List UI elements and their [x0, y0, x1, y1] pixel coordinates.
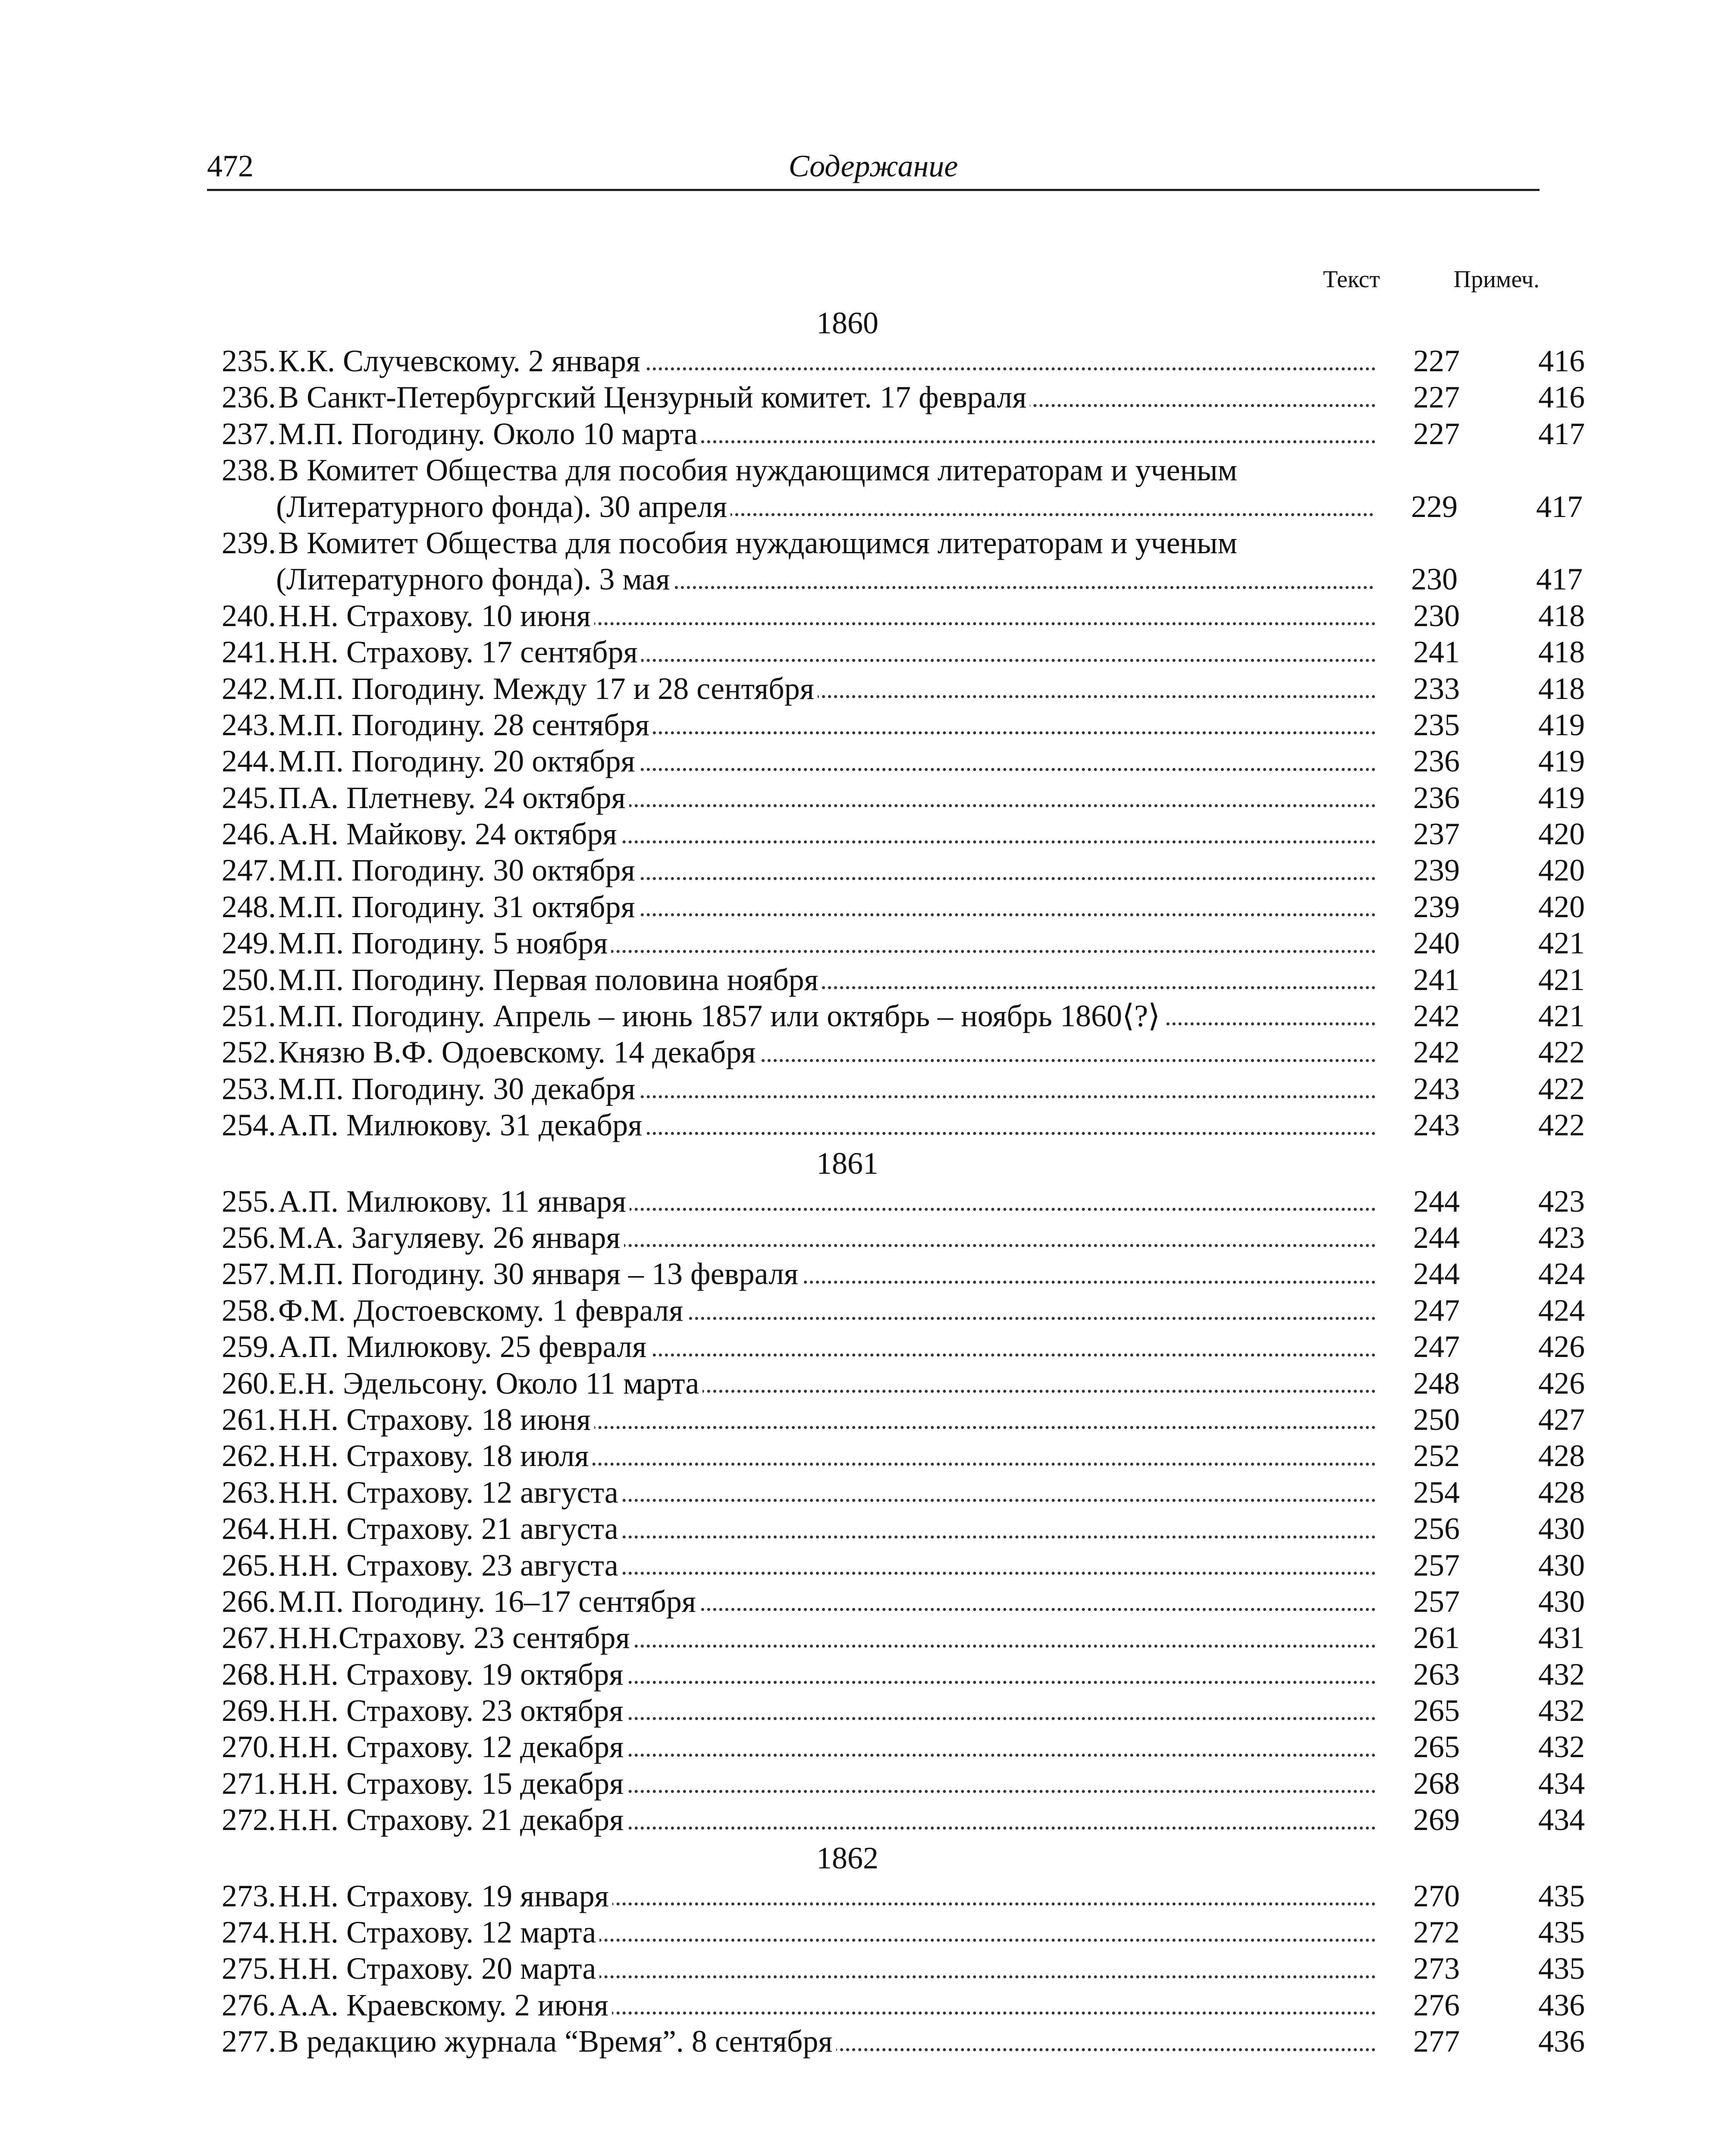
- entry-number: 238.: [222, 453, 276, 488]
- contents-entry[interactable]: [207, 1510, 1585, 1547]
- contents-list: [207, 303, 1585, 2060]
- entry-title: М.П. Погодину. 30 января – 13 февраля: [278, 1257, 802, 1291]
- entry-leader: [278, 816, 1376, 852]
- entry-leader: [278, 1620, 1376, 1656]
- entry-number: 255.: [222, 1184, 276, 1219]
- entry-text-page: 257: [1413, 1548, 1460, 1583]
- contents-entry[interactable]: [207, 1292, 1585, 1329]
- entry-text-page: 272: [1413, 1915, 1460, 1950]
- entry-number: 240.: [222, 598, 276, 633]
- entry-leader: [278, 416, 1376, 452]
- entry-number: 277.: [222, 2024, 276, 2059]
- entry-leader: [278, 1765, 1376, 1802]
- entry-leader: [278, 1950, 1376, 1987]
- contents-entry[interactable]: [207, 1365, 1585, 1401]
- entry-title: Н.Н. Страхову. 15 декабря: [278, 1766, 627, 1801]
- entry-title: Н.Н. Страхову. 21 августа: [278, 1511, 622, 1546]
- entry-text-page: 233: [1413, 671, 1460, 706]
- entry-title: К.К. Случевскому. 2 января: [278, 344, 644, 378]
- contents-entry[interactable]: [207, 2023, 1585, 2059]
- contents-entry[interactable]: [207, 998, 1585, 1034]
- entry-leader: [278, 852, 1376, 888]
- entry-leader: [278, 1438, 1376, 1474]
- contents-entry[interactable]: [207, 1183, 1585, 1219]
- entry-text-page: 269: [1413, 1802, 1460, 1837]
- entry-note-page: 423: [1538, 1220, 1585, 1255]
- entry-leader: [278, 1802, 1376, 1838]
- entry-number: 275.: [222, 1951, 276, 1986]
- entry-note-page: 430: [1538, 1548, 1585, 1583]
- entry-note-page: 435: [1538, 1951, 1585, 1986]
- entry-note-page: 421: [1538, 999, 1585, 1034]
- entry-leader: [278, 1401, 1376, 1438]
- entry-text-page: 265: [1413, 1693, 1460, 1728]
- entry-number: 257.: [222, 1257, 276, 1291]
- entry-text-page: 242: [1413, 999, 1460, 1034]
- entry-number: 271.: [222, 1766, 276, 1801]
- entry-number: 237.: [222, 416, 276, 451]
- entry-text-page: 239: [1413, 889, 1460, 924]
- entry-text-page: 227: [1413, 344, 1460, 378]
- entry-title: А.П. Милюкову. 31 декабря: [278, 1108, 646, 1142]
- entry-title: М.А. Загуляеву. 26 января: [278, 1220, 624, 1255]
- entry-leader: [278, 1878, 1376, 1914]
- entry-note-page: 422: [1538, 1108, 1585, 1143]
- entry-number: 241.: [222, 635, 276, 670]
- entry-text-page: 252: [1413, 1438, 1460, 1473]
- year-heading: 1862: [816, 1840, 878, 1875]
- entry-note-page: 422: [1538, 1071, 1585, 1106]
- entry-text-page: 250: [1413, 1402, 1460, 1437]
- entry-number: 256.: [222, 1220, 276, 1255]
- entry-title: В редакцию журнала “Время”. 8 сентября: [278, 2024, 836, 2059]
- entry-title-line1: В Комитет Общества для пособия нуждающимся литераторам и ученым: [278, 525, 1238, 560]
- entry-leader: [278, 1365, 1376, 1401]
- entry-title: М.П. Погодину. 20 октября: [278, 744, 639, 778]
- entry-title: Н.Н. Страхову. 23 августа: [278, 1548, 622, 1583]
- column-heading-notes: Примеч.: [1453, 266, 1540, 293]
- entry-text-page: 230: [1413, 598, 1460, 633]
- entry-note-page: 417: [1536, 489, 1583, 524]
- entry-title: М.П. Погодину. Первая половина ноября: [278, 962, 822, 997]
- entry-title: Князю В.Ф. Одоевскому. 14 декабря: [278, 1035, 759, 1069]
- year-heading: 1860: [816, 306, 878, 340]
- entry-note-page: 422: [1538, 1035, 1585, 1070]
- entry-note-page: 418: [1538, 598, 1585, 633]
- contents-entry[interactable]: [207, 416, 1585, 452]
- entry-note-page: 431: [1538, 1620, 1585, 1655]
- entry-number: 270.: [222, 1730, 276, 1764]
- entry-number: 274.: [222, 1915, 276, 1950]
- entry-title: М.П. Погодину. 28 сентября: [278, 708, 653, 742]
- contents-entry[interactable]: [207, 816, 1585, 852]
- entry-note-page: 432: [1538, 1657, 1585, 1692]
- entry-title: Н.Н. Страхову. 23 октября: [278, 1693, 627, 1728]
- entry-text-page: 229: [1411, 489, 1458, 524]
- entry-number: 243.: [222, 707, 276, 742]
- entry-text-page: 263: [1413, 1657, 1460, 1692]
- entry-note-page: 416: [1538, 344, 1585, 378]
- entry-title: А.А. Краевскому. 2 июня: [278, 1988, 612, 2022]
- entry-number: 248.: [222, 889, 276, 924]
- entry-text-page: 265: [1413, 1730, 1460, 1764]
- entry-text-page: 256: [1413, 1511, 1460, 1546]
- entry-note-page: 421: [1538, 962, 1585, 997]
- contents-entry[interactable]: [207, 743, 1585, 779]
- entry-leader: [278, 1034, 1376, 1070]
- entry-number: 267.: [222, 1620, 276, 1655]
- entry-leader: [278, 1219, 1376, 1256]
- running-head: [207, 147, 1540, 185]
- page-number: 472: [207, 149, 254, 183]
- entry-text-page: 247: [1413, 1329, 1460, 1364]
- entry-note-page: 418: [1538, 671, 1585, 706]
- entry-leader: [278, 1474, 1376, 1510]
- entry-leader: [278, 1914, 1376, 1950]
- entry-number: 276.: [222, 1987, 276, 2022]
- contents-entry[interactable]: [207, 1219, 1585, 1256]
- entry-number: 247.: [222, 853, 276, 888]
- entry-note-page: 434: [1538, 1802, 1585, 1837]
- entry-title: А.П. Милюкову. 11 января: [278, 1184, 630, 1219]
- entry-leader: [278, 1656, 1376, 1692]
- entry-number: 266.: [222, 1584, 276, 1619]
- entry-title: Н.Н. Страхову. 18 июня: [278, 1402, 594, 1437]
- entry-title: М.П. Погодину. 30 октября: [278, 853, 639, 887]
- entry-number: 236.: [222, 380, 276, 415]
- contents-entry[interactable]: [207, 343, 1585, 379]
- entry-note-page: 420: [1538, 853, 1585, 888]
- entry-text-page: 235: [1413, 707, 1460, 742]
- entry-text-page: 257: [1413, 1584, 1460, 1619]
- entry-number: 242.: [222, 671, 276, 706]
- entry-text-page: 240: [1413, 926, 1460, 961]
- entry-title: Е.Н. Эдельсону. Около 11 марта: [278, 1366, 703, 1401]
- entry-number: 272.: [222, 1802, 276, 1837]
- entry-text-page: 270: [1413, 1878, 1460, 1913]
- entry-note-page: 417: [1536, 562, 1583, 597]
- entry-note-page: 426: [1538, 1366, 1585, 1401]
- entry-note-page: 420: [1538, 817, 1585, 852]
- entry-text-page: 239: [1413, 853, 1460, 888]
- entry-leader: [278, 1292, 1376, 1329]
- entry-note-page: 424: [1538, 1257, 1585, 1291]
- entry-title: Н.Н. Страхову. 12 декабря: [278, 1730, 627, 1764]
- entry-leader: [278, 1510, 1376, 1547]
- entry-number: 245.: [222, 780, 276, 815]
- entry-leader: [278, 1692, 1376, 1729]
- entry-note-page: 416: [1538, 380, 1585, 415]
- entry-number: 250.: [222, 962, 276, 997]
- entry-leader: [278, 962, 1376, 998]
- entry-leader: [278, 1729, 1376, 1765]
- entry-title: Н.Н.Страхову. 23 сентября: [278, 1620, 634, 1655]
- entry-title: М.П. Погодину. 31 октября: [278, 890, 639, 924]
- column-heading-text: Текст: [1323, 266, 1380, 293]
- entry-note-page: 421: [1538, 926, 1585, 961]
- contents-entry[interactable]: [207, 1256, 1585, 1292]
- entry-note-page: 432: [1538, 1693, 1585, 1728]
- entry-text-page: 277: [1413, 2024, 1460, 2059]
- entry-leader: [278, 379, 1376, 415]
- entry-number: 273.: [222, 1878, 276, 1913]
- entry-note-page: 419: [1538, 744, 1585, 779]
- entry-number: 258.: [222, 1293, 276, 1328]
- column-headings: [207, 264, 1540, 303]
- entry-leader: [278, 1329, 1376, 1365]
- entry-leader: [278, 1107, 1376, 1143]
- contents-entry[interactable]: [207, 1583, 1585, 1620]
- contents-entry[interactable]: [207, 598, 1585, 634]
- entry-number: 268.: [222, 1657, 276, 1692]
- entry-note-page: 434: [1538, 1766, 1585, 1801]
- entry-leader: [278, 1071, 1376, 1107]
- entry-leader: [278, 671, 1376, 707]
- entry-number: 260.: [222, 1366, 276, 1401]
- entry-leader: [278, 1256, 1376, 1292]
- entry-note-page: 419: [1538, 780, 1585, 815]
- year-heading: 1861: [816, 1146, 878, 1181]
- entry-text-page: 254: [1413, 1475, 1460, 1510]
- entry-note-page: 427: [1538, 1402, 1585, 1437]
- header-rule: [207, 189, 1540, 191]
- contents-entry-first-line: [207, 452, 1540, 488]
- contents-entry[interactable]: [207, 1656, 1585, 1692]
- entry-note-page: 430: [1538, 1584, 1585, 1619]
- entry-number: 253.: [222, 1071, 276, 1106]
- entry-title: Н.Н. Страхову. 17 сентября: [278, 635, 641, 669]
- entry-leader: [278, 1547, 1376, 1583]
- entry-note-page: 430: [1538, 1511, 1585, 1546]
- entry-text-page: 248: [1413, 1366, 1460, 1401]
- entry-leader: [278, 634, 1376, 670]
- entry-number: 262.: [222, 1438, 276, 1473]
- entry-leader: [278, 925, 1376, 961]
- contents-entry[interactable]: [207, 1802, 1585, 1838]
- entry-title: Н.Н. Страхову. 10 июня: [278, 599, 594, 633]
- entry-number: 263.: [222, 1475, 276, 1510]
- entry-title: Н.Н. Страхову. 18 июля: [278, 1438, 593, 1473]
- contents-entry[interactable]: [207, 962, 1585, 998]
- contents-entry[interactable]: [207, 1401, 1585, 1438]
- entry-title: А.П. Милюкову. 25 февраля: [278, 1329, 650, 1364]
- contents-entry[interactable]: [207, 1914, 1585, 1950]
- entry-text-page: 227: [1413, 380, 1460, 415]
- contents-entry[interactable]: [207, 1987, 1585, 2023]
- entry-title: Н.Н. Страхову. 19 января: [278, 1879, 612, 1913]
- contents-entry[interactable]: [207, 1620, 1585, 1656]
- entry-number: 261.: [222, 1402, 276, 1437]
- entry-note-page: 428: [1538, 1475, 1585, 1510]
- entry-leader: [278, 2023, 1376, 2059]
- entry-note-page: 426: [1538, 1329, 1585, 1364]
- contents-entry[interactable]: [207, 1765, 1585, 1802]
- entry-number: 239.: [222, 525, 276, 560]
- contents-entry[interactable]: [207, 889, 1585, 925]
- entry-text-page: 268: [1413, 1766, 1460, 1801]
- contents-entry[interactable]: [207, 1547, 1585, 1583]
- entry-number: 259.: [222, 1329, 276, 1364]
- entry-note-page: 417: [1538, 416, 1585, 451]
- entry-title: (Литературного фонда). 30 апреля: [276, 489, 731, 524]
- entry-note-page: 436: [1538, 2024, 1585, 2059]
- entry-text-page: 273: [1413, 1951, 1460, 1986]
- contents-entry[interactable]: [207, 1329, 1585, 1365]
- entry-text-page: 261: [1413, 1620, 1460, 1655]
- entry-number: 251.: [222, 999, 276, 1034]
- entry-text-page: 236: [1413, 744, 1460, 779]
- contents-entry[interactable]: [207, 1950, 1585, 1987]
- entry-text-page: 241: [1413, 962, 1460, 997]
- entry-number: 235.: [222, 344, 276, 378]
- entry-leader: [278, 1583, 1376, 1620]
- entry-title: Ф.М. Достоевскому. 1 февраля: [278, 1293, 687, 1328]
- entry-text-page: 241: [1413, 635, 1460, 670]
- entry-text-page: 244: [1413, 1184, 1460, 1219]
- entry-leader: [276, 561, 1374, 597]
- entry-title: Н.Н. Страхову. 21 декабря: [278, 1802, 627, 1837]
- entry-text-page: 230: [1411, 562, 1458, 597]
- entry-title: М.П. Погодину. 16–17 сентября: [278, 1584, 699, 1619]
- contents-entry[interactable]: [207, 1107, 1585, 1143]
- entry-title: М.П. Погодину. 5 ноября: [278, 926, 611, 960]
- entry-note-page: 432: [1538, 1730, 1585, 1764]
- entry-text-page: 237: [1413, 817, 1460, 852]
- entry-note-page: 418: [1538, 635, 1585, 670]
- entry-number: 252.: [222, 1035, 276, 1070]
- contents-entry[interactable]: [207, 489, 1583, 525]
- contents-entry[interactable]: [207, 1692, 1585, 1729]
- entry-number: 264.: [222, 1511, 276, 1546]
- entry-text-page: 276: [1413, 1987, 1460, 2022]
- contents-entry[interactable]: [207, 707, 1585, 743]
- entry-title: М.П. Погодину. Около 10 марта: [278, 417, 701, 451]
- entry-leader: [278, 1183, 1376, 1219]
- entry-text-page: 242: [1413, 1035, 1460, 1070]
- entry-title: Н.Н. Страхову. 19 октября: [278, 1657, 627, 1692]
- entry-leader: [278, 998, 1376, 1034]
- entry-number: 244.: [222, 744, 276, 779]
- entry-text-page: 227: [1413, 416, 1460, 451]
- entry-leader: [278, 889, 1376, 925]
- entry-number: 269.: [222, 1693, 276, 1728]
- entry-text-page: 244: [1413, 1220, 1460, 1255]
- section-title: Содержание: [788, 149, 958, 183]
- contents-entry-first-line: [207, 525, 1540, 561]
- entry-note-page: 435: [1538, 1878, 1585, 1913]
- contents-entry[interactable]: [207, 1878, 1585, 1914]
- contents-entry[interactable]: [207, 1474, 1585, 1510]
- entry-number: 249.: [222, 926, 276, 961]
- entry-leader: [278, 1987, 1376, 2023]
- entry-note-page: 435: [1538, 1915, 1585, 1950]
- entry-note-page: 428: [1538, 1438, 1585, 1473]
- entry-title-line1: В Комитет Общества для пособия нуждающимся литераторам и ученым: [278, 453, 1238, 488]
- entry-title: В Санкт-Петербургский Цензурный комитет. 17 февраля: [278, 380, 1030, 414]
- entry-leader: [278, 780, 1376, 816]
- contents-entry[interactable]: [207, 379, 1585, 415]
- entry-text-page: 243: [1413, 1071, 1460, 1106]
- contents-entry[interactable]: [207, 1034, 1585, 1070]
- entry-note-page: 420: [1538, 889, 1585, 924]
- entry-note-page: 423: [1538, 1184, 1585, 1219]
- entry-note-page: 436: [1538, 1987, 1585, 2022]
- entry-text-page: 243: [1413, 1108, 1460, 1143]
- entry-title: Н.Н. Страхову. 12 августа: [278, 1475, 622, 1510]
- entry-title: М.П. Погодину. 30 декабря: [278, 1072, 639, 1106]
- entry-note-page: 424: [1538, 1293, 1585, 1328]
- contents-entry[interactable]: [207, 1438, 1585, 1474]
- entry-leader: [276, 489, 1374, 525]
- entry-title: М.П. Погодину. Между 17 и 28 сентября: [278, 671, 818, 706]
- contents-entry[interactable]: [207, 671, 1585, 707]
- entry-leader: [278, 343, 1376, 379]
- entry-number: 265.: [222, 1548, 276, 1583]
- contents-entry[interactable]: [207, 634, 1585, 670]
- contents-entry[interactable]: [207, 925, 1585, 961]
- contents-entry[interactable]: [207, 1071, 1585, 1107]
- entry-note-page: 419: [1538, 707, 1585, 742]
- entry-title: П.А. Плетневу. 24 октября: [278, 780, 629, 815]
- entry-text-page: 236: [1413, 780, 1460, 815]
- entry-number: 246.: [222, 817, 276, 852]
- contents-entry[interactable]: [207, 852, 1585, 888]
- entry-title: Н.Н. Страхову. 20 марта: [278, 1951, 599, 1986]
- entry-title: М.П. Погодину. Апрель – июнь 1857 или октябрь – ноябрь 1860⟨?⟩: [278, 999, 1164, 1033]
- entry-leader: [278, 598, 1376, 634]
- entry-title: А.Н. Майкову. 24 октября: [278, 817, 621, 851]
- entry-text-page: 247: [1413, 1293, 1460, 1328]
- entry-leader: [278, 707, 1376, 743]
- entry-text-page: 244: [1413, 1257, 1460, 1291]
- contents-entry[interactable]: [207, 780, 1585, 816]
- entry-title: Н.Н. Страхову. 12 марта: [278, 1915, 599, 1949]
- entry-title: (Литературного фонда). 3 мая: [276, 562, 674, 596]
- entry-leader: [278, 743, 1376, 779]
- contents-entry[interactable]: [207, 1729, 1585, 1765]
- contents-entry[interactable]: [207, 561, 1583, 597]
- contents-page: [207, 147, 1585, 2060]
- entry-number: 254.: [222, 1108, 276, 1143]
